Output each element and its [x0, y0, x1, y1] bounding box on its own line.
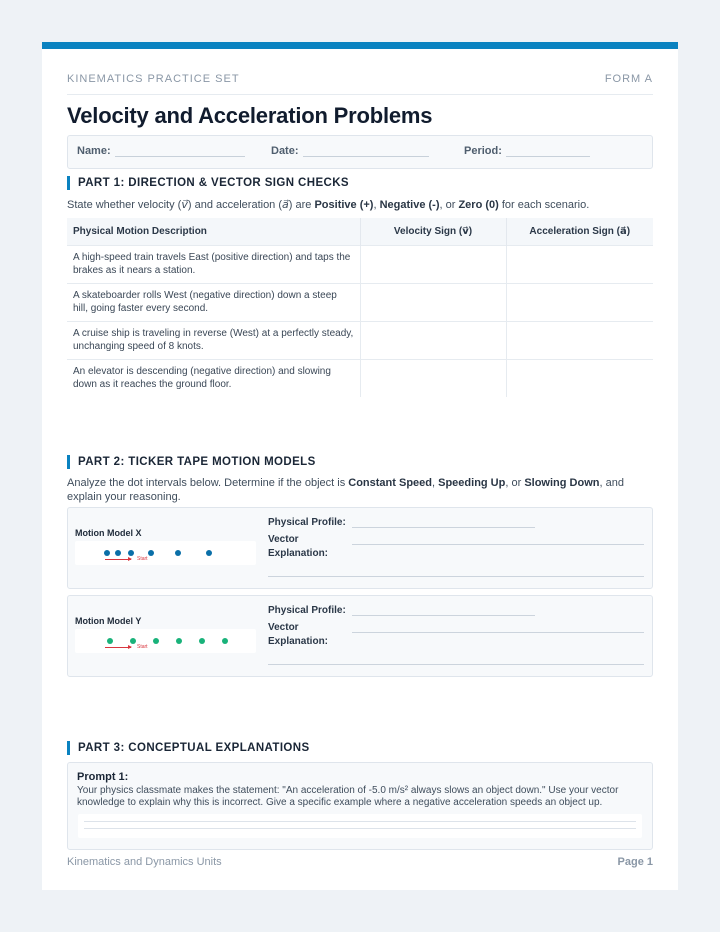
start-arrow-icon — [105, 559, 131, 560]
name-field[interactable] — [77, 145, 245, 157]
physical-profile-label: Physical Profile: — [268, 605, 346, 616]
tape-dot — [107, 638, 113, 644]
tape-dot — [206, 550, 212, 556]
motion-model-y-card — [67, 595, 653, 677]
column-header-velocity: Velocity Sign (v⃗) — [360, 218, 506, 246]
prompt-title: Prompt 1: — [77, 771, 129, 783]
form-label: FORM A — [604, 73, 653, 85]
vector-sign-table — [67, 218, 653, 397]
period-field[interactable] — [464, 145, 590, 157]
table-row — [67, 322, 653, 360]
explanation-label: Explanation: — [268, 548, 329, 559]
answer-line — [84, 821, 636, 822]
prompt-1-box — [67, 762, 653, 850]
column-header-acceleration: Acceleration Sign (a⃗) — [506, 218, 653, 246]
prompt-text: Your physics classmate makes the statement: "An acceleration of -5.0 m/s² always slows an object down." Use your vector knowledge to explain why this is incorrect. Give a specific example where a negative acceleration speeds an object up. — [77, 785, 619, 808]
header-divider — [67, 94, 653, 95]
table-header-row — [67, 218, 653, 246]
tape-dot — [175, 550, 181, 556]
column-header-description: Physical Motion Description — [67, 218, 360, 246]
name-blank[interactable] — [115, 146, 245, 157]
footer-course: Kinematics and Dynamics Units — [67, 856, 222, 868]
acceleration-sign-cell[interactable] — [506, 246, 653, 284]
scenario-description: A cruise ship is traveling in reverse (West) at a perfectly steady, unchanging speed of 8 knots. — [67, 322, 360, 360]
page-footer — [67, 856, 653, 868]
worksheet-page — [42, 42, 678, 890]
date-label: Date: — [271, 145, 299, 157]
answer-area[interactable] — [78, 814, 642, 838]
acceleration-sign-cell[interactable] — [506, 284, 653, 322]
motion-model-label: Motion Model Y — [75, 616, 142, 626]
tape-dot — [115, 550, 121, 556]
answer-line — [84, 828, 636, 829]
part2-instruction: Analyze the dot intervals below. Determine if the object is Constant Speed, Speeding Up, or Slowing Down, and explain your reasoning. — [67, 477, 624, 503]
student-info-box — [67, 135, 653, 169]
scenario-description: An elevator is descending (negative direction) and slowing down as it reaches the ground floor. — [67, 360, 360, 398]
velocity-sign-cell[interactable] — [360, 360, 506, 398]
tape-dot — [104, 550, 110, 556]
table-row — [67, 360, 653, 398]
acceleration-sign-cell[interactable] — [506, 322, 653, 360]
table-row — [67, 246, 653, 284]
table-row — [67, 284, 653, 322]
physical-profile-label: Physical Profile: — [268, 517, 346, 528]
start-arrow-icon — [105, 647, 131, 648]
velocity-sign-cell[interactable] — [360, 246, 506, 284]
velocity-sign-cell[interactable] — [360, 284, 506, 322]
explanation-blank[interactable] — [268, 576, 644, 577]
date-field[interactable] — [271, 145, 429, 157]
tape-dot — [130, 638, 136, 644]
tape-dot — [199, 638, 205, 644]
vector-label: Vector — [268, 622, 299, 633]
tape-dot — [222, 638, 228, 644]
scenario-description: A skateboarder rolls West (negative direction) down a steep hill, going faster every second. — [67, 284, 360, 322]
explanation-blank[interactable] — [352, 632, 644, 633]
physical-profile-blank[interactable] — [352, 527, 535, 528]
velocity-sign-cell[interactable] — [360, 322, 506, 360]
ticker-tape-strip — [75, 541, 256, 565]
tape-dot — [176, 638, 182, 644]
page-title: Velocity and Acceleration Problems — [67, 103, 433, 128]
explanation-label: Explanation: — [268, 636, 329, 647]
period-label: Period: — [464, 145, 502, 157]
explanation-blank[interactable] — [352, 544, 644, 545]
part2-heading: PART 2: TICKER TAPE MOTION MODELS — [67, 456, 316, 468]
acceleration-sign-cell[interactable] — [506, 360, 653, 398]
tape-dot — [148, 550, 154, 556]
explanation-blank[interactable] — [268, 664, 644, 665]
start-label: Start — [137, 644, 148, 650]
part1-instruction: State whether velocity (v⃗) and acceleration (a⃗) are Positive (+), Negative (-), or Zero (0) for each scenario. — [67, 199, 590, 211]
date-blank[interactable] — [303, 146, 429, 157]
start-label: Start — [137, 556, 148, 562]
scenario-description: A high-speed train travels East (positive direction) and taps the brakes as it nears a station. — [67, 246, 360, 284]
motion-model-x-card — [67, 507, 653, 589]
physical-profile-blank[interactable] — [352, 615, 535, 616]
part1-heading: PART 1: DIRECTION & VECTOR SIGN CHECKS — [67, 177, 349, 189]
name-label: Name: — [77, 145, 111, 157]
page-number: Page 1 — [617, 856, 653, 868]
period-blank[interactable] — [506, 146, 590, 157]
set-label: KINEMATICS PRACTICE SET — [67, 73, 240, 85]
vector-label: Vector — [268, 534, 299, 545]
tape-dot — [153, 638, 159, 644]
motion-model-label: Motion Model X — [75, 528, 142, 538]
ticker-tape-strip — [75, 629, 256, 653]
part3-heading: PART 3: CONCEPTUAL EXPLANATIONS — [67, 742, 310, 754]
tape-dot — [128, 550, 134, 556]
